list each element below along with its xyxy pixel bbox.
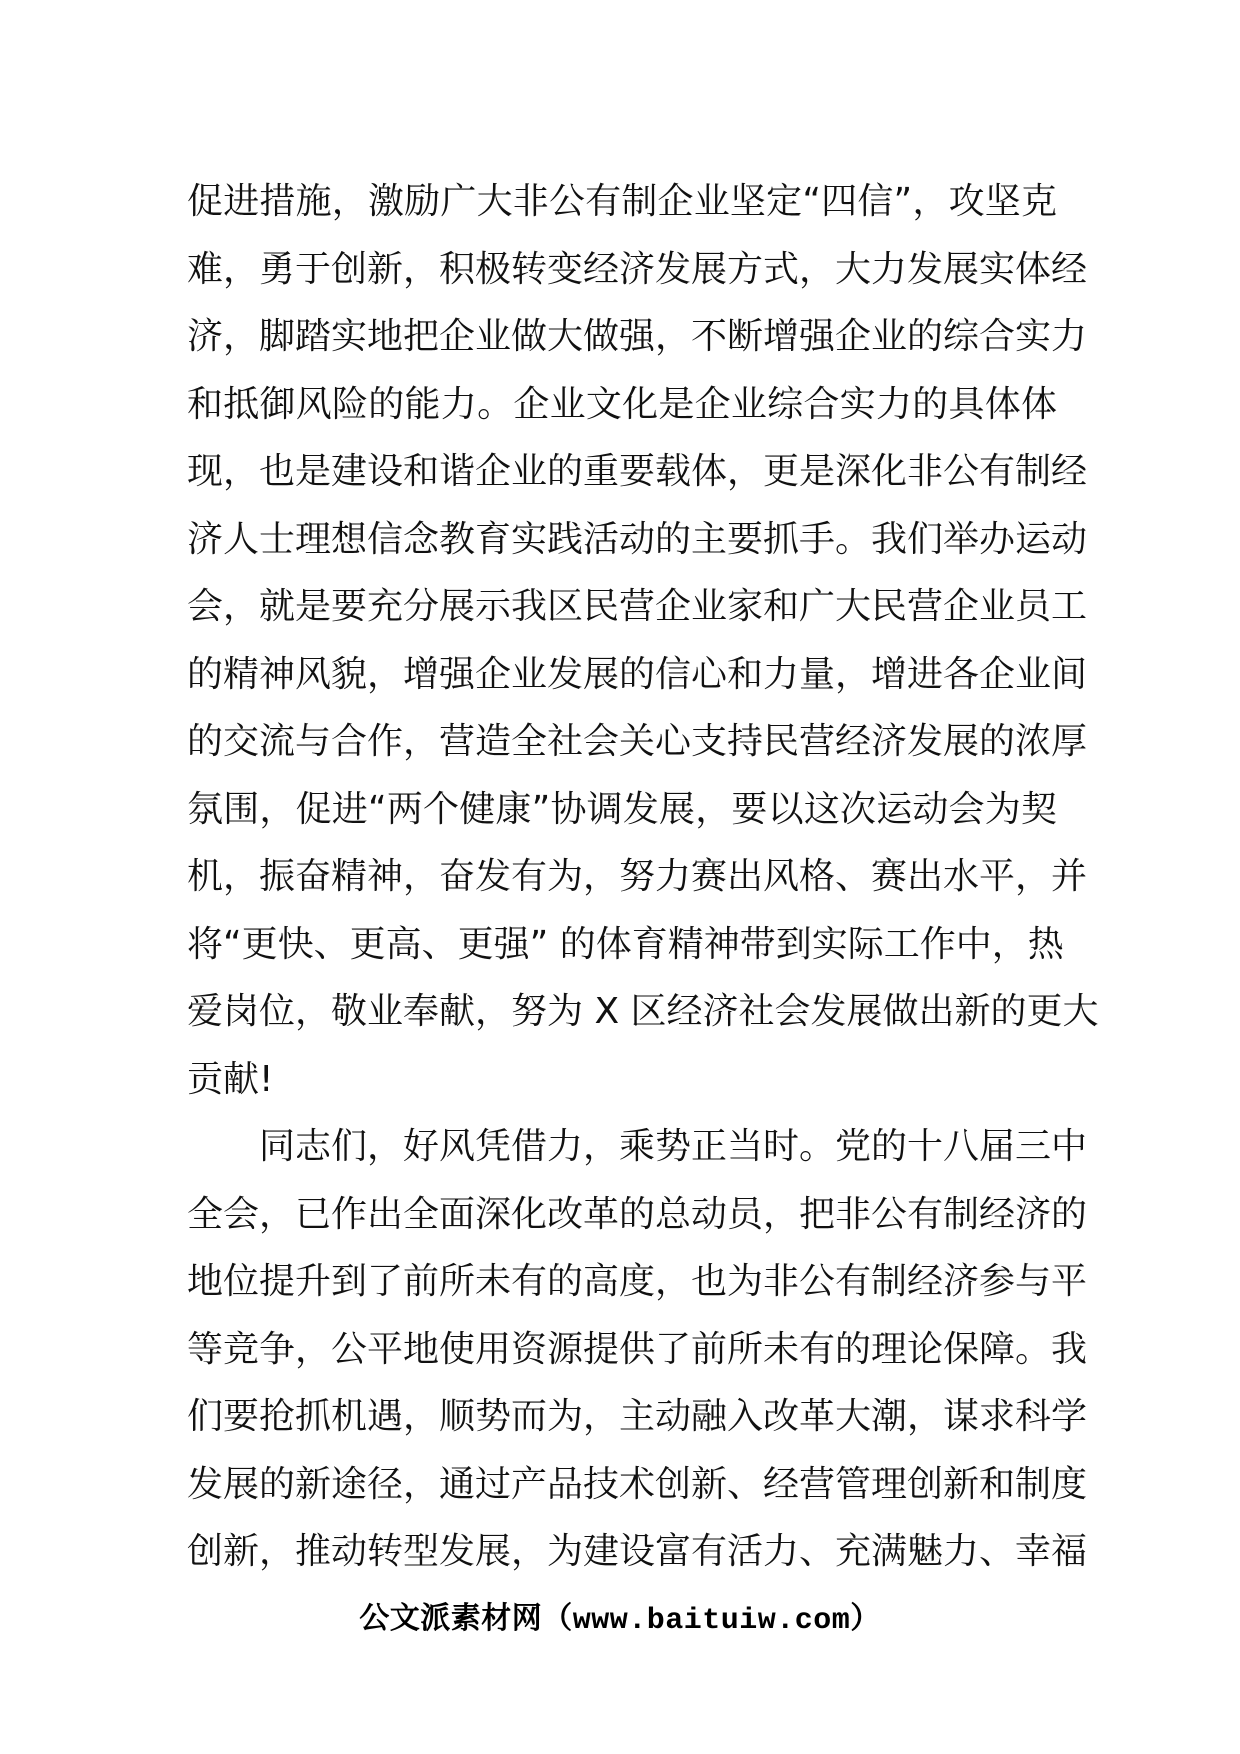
text-line: 全会，已作出全面深化改革的总动员，把非公有制经济的 [187,1193,1088,1235]
text-line: 济人士理想信念教育实践活动的主要抓手。我们举办运动 [187,518,1088,560]
text-line: 济，脚踏实地把企业做大做强，不断增强企业的综合实力 [187,316,1088,357]
text-line: 氛围，促进“两个健康”协调发展，要以这次运动会为契 [187,788,1057,830]
text-line: 地位提升到了前所未有的高度，也为非公有制经济参与平 [187,1261,1088,1302]
text-line: 发展的新途径，通过产品技术创新、经营管理创新和制度 [187,1463,1088,1505]
text-line: 们要抢抓机遇，顺势而为，主动融入改革大潮，谋求科学 [187,1396,1088,1437]
text-line: 机，振奋精神，奋发有为，努力赛出风格、赛出水平，并 [187,856,1088,897]
text-line: 促进措施，激励广大非公有制企业坚定“四信”，攻坚克 [187,181,1057,222]
text-line: 创新，推动转型发展，为建设富有活力、充满魅力、幸福 [187,1531,1088,1572]
text-line: 等竞争，公平地使用资源提供了前所未有的理论保障。我 [187,1328,1088,1370]
footer-watermark [0,1593,1240,1638]
text-line: 和抵御风险的能力。企业文化是企业综合实力的具体体 [187,383,1057,425]
text-line: 同志们，好风凭借力，乘势正当时。党的十八届三中 [259,1126,1088,1167]
text-line: 的交流与合作，营造全社会关心支持民营经济发展的浓厚 [187,721,1088,762]
paragraph-1 [187,168,1099,1113]
text-line: 现，也是建设和谐企业的重要载体，更是深化非公有制经 [187,451,1088,492]
footer-url: （www.baituiw.com） [542,1604,881,1638]
paragraph-2 [187,1113,1088,1586]
document-body [187,168,1099,1586]
text-line: 贡献! [187,1058,274,1100]
footer-site-name: 公文派素材网 [359,1601,543,1636]
text-line: 难，勇于创新，积极转变经济发展方式，大力发展实体经 [187,248,1088,290]
text-line: 爱岗位，敬业奉献，努为 X 区经济社会发展做出新的更大 [187,991,1099,1032]
text-line: 会，就是要充分展示我区民营企业家和广大民营企业员工 [187,586,1088,627]
text-line: 的精神风貌，增强企业发展的信心和力量，增进各企业间 [187,653,1088,695]
text-line: 将“更快、更高、更强” 的体育精神带到实际工作中，热 [187,923,1064,965]
